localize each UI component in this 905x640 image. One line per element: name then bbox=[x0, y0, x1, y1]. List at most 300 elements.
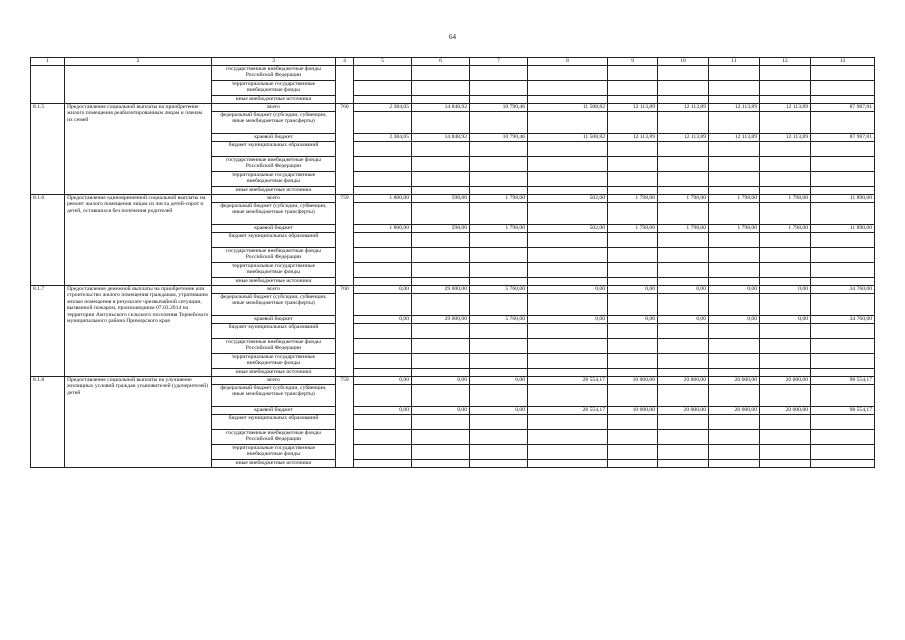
empty-cell bbox=[470, 385, 528, 407]
empty-cell bbox=[412, 248, 470, 263]
empty-cell bbox=[760, 339, 811, 354]
value-cell: 98 554,17 bbox=[811, 407, 875, 415]
source-label: федеральный бюджет (субсидии, субвенции, иные межбюджетные трансферты) bbox=[212, 203, 336, 225]
empty-cell bbox=[470, 172, 528, 187]
empty-cell bbox=[412, 233, 470, 248]
empty-cell bbox=[470, 294, 528, 316]
empty-cell bbox=[608, 278, 658, 286]
empty-cell bbox=[608, 339, 658, 354]
empty-cell bbox=[811, 385, 875, 407]
value-cell: 0,00 bbox=[608, 286, 658, 294]
empty-cell bbox=[470, 339, 528, 354]
empty-cell bbox=[760, 460, 811, 468]
empty-cell bbox=[658, 142, 709, 157]
table-row bbox=[31, 104, 875, 112]
empty-cell bbox=[528, 339, 608, 354]
source-label: бюджет муниципальных образований bbox=[212, 324, 336, 339]
value-cell: 1 798,00 bbox=[470, 195, 528, 203]
empty-cell bbox=[811, 233, 875, 248]
empty-cell bbox=[709, 263, 760, 278]
empty-cell bbox=[470, 112, 528, 134]
empty-cell bbox=[658, 415, 709, 430]
empty-cell bbox=[354, 339, 412, 354]
empty-cell bbox=[412, 263, 470, 278]
empty-cell bbox=[608, 324, 658, 339]
value-cell: 0,00 bbox=[354, 377, 412, 385]
source-label: иные внебюджетные источники bbox=[212, 96, 336, 104]
empty-cell bbox=[354, 324, 412, 339]
empty-cell bbox=[811, 415, 875, 430]
empty-cell bbox=[608, 203, 658, 225]
empty-cell bbox=[412, 460, 470, 468]
empty-cell bbox=[658, 233, 709, 248]
empty-cell bbox=[470, 369, 528, 377]
empty-cell bbox=[760, 233, 811, 248]
name-cell bbox=[65, 66, 212, 104]
empty-cell bbox=[412, 430, 470, 445]
value-cell: 5 760,00 bbox=[470, 316, 528, 324]
value-cell: 12 113,89 bbox=[658, 104, 709, 112]
column-number: 5 bbox=[354, 58, 412, 66]
value-cell: 598,00 bbox=[412, 195, 470, 203]
value-cell: 502,00 bbox=[528, 195, 608, 203]
empty-cell bbox=[658, 354, 709, 369]
source-label: территориальные государственные внебюджетные фонды bbox=[212, 263, 336, 278]
empty-cell bbox=[470, 415, 528, 430]
value-cell: 34 760,00 bbox=[811, 286, 875, 294]
name-cell: Предоставление социальной выплаты на улучшение жилищных условий граждан усыновителей (удочерителей) детей bbox=[65, 377, 212, 468]
source-label: иные внебюджетные источники bbox=[212, 460, 336, 468]
code-cell: 8.1.8 bbox=[31, 377, 65, 468]
empty-cell bbox=[709, 157, 760, 172]
empty-cell bbox=[354, 278, 412, 286]
column-number: 2 bbox=[65, 58, 212, 66]
table-row bbox=[31, 195, 875, 203]
value-cell: 502,00 bbox=[528, 225, 608, 233]
value-cell: 0,00 bbox=[528, 316, 608, 324]
empty-cell bbox=[811, 460, 875, 468]
value-cell: 12 113,89 bbox=[709, 134, 760, 142]
value-cell: 20 000,00 bbox=[760, 377, 811, 385]
empty-cell bbox=[608, 157, 658, 172]
empty-cell bbox=[412, 187, 470, 195]
empty-cell bbox=[709, 354, 760, 369]
empty-cell bbox=[658, 248, 709, 263]
empty-cell bbox=[528, 354, 608, 369]
column-number: 3 bbox=[212, 58, 336, 66]
empty-cell bbox=[470, 263, 528, 278]
empty-cell bbox=[354, 354, 412, 369]
empty-cell bbox=[354, 430, 412, 445]
empty-cell bbox=[760, 278, 811, 286]
empty-cell bbox=[608, 430, 658, 445]
empty-cell bbox=[811, 263, 875, 278]
empty-cell bbox=[470, 248, 528, 263]
value-cell: 10 790,46 bbox=[470, 104, 528, 112]
empty-cell bbox=[709, 248, 760, 263]
value-cell: 11 508,82 bbox=[528, 104, 608, 112]
table-row bbox=[31, 286, 875, 294]
value-cell: 2 384,05 bbox=[354, 134, 412, 142]
value-cell: 28 554,17 bbox=[528, 377, 608, 385]
column-number: 1 bbox=[31, 58, 65, 66]
empty-cell bbox=[470, 142, 528, 157]
col4-cell: 760 bbox=[336, 104, 354, 195]
empty-cell bbox=[811, 430, 875, 445]
value-cell: 20 000,00 bbox=[709, 377, 760, 385]
empty-cell bbox=[760, 445, 811, 460]
column-number: 10 bbox=[658, 58, 709, 66]
empty-cell bbox=[354, 369, 412, 377]
empty-cell bbox=[709, 233, 760, 248]
source-label: бюджет муниципальных образований bbox=[212, 415, 336, 430]
value-cell: 12 113,89 bbox=[709, 104, 760, 112]
value-cell: 11 890,00 bbox=[811, 195, 875, 203]
column-number: 8 bbox=[528, 58, 608, 66]
empty-cell bbox=[709, 385, 760, 407]
empty-cell bbox=[658, 294, 709, 316]
source-label: бюджет муниципальных образований bbox=[212, 142, 336, 157]
empty-cell bbox=[760, 294, 811, 316]
source-label: краевой бюджет bbox=[212, 225, 336, 233]
empty-cell bbox=[528, 385, 608, 407]
value-cell: 12 113,89 bbox=[658, 134, 709, 142]
column-number: 11 bbox=[709, 58, 760, 66]
col4-cell bbox=[336, 66, 354, 104]
empty-cell bbox=[760, 157, 811, 172]
source-label: федеральный бюджет (субсидии, субвенции, иные межбюджетные трансферты) bbox=[212, 112, 336, 134]
empty-cell bbox=[528, 445, 608, 460]
empty-cell bbox=[709, 142, 760, 157]
empty-cell bbox=[412, 445, 470, 460]
value-cell: 1 798,00 bbox=[709, 225, 760, 233]
source-label: всего bbox=[212, 377, 336, 385]
empty-cell bbox=[354, 294, 412, 316]
source-label: территориальные государственные внебюджетные фонды bbox=[212, 354, 336, 369]
value-cell: 1 798,00 bbox=[470, 225, 528, 233]
empty-cell bbox=[658, 157, 709, 172]
empty-cell bbox=[608, 445, 658, 460]
name-cell: Предоставление денежной выплаты на приобретение или строительство жилого помещения гражданам, утратившим жилые помещения в результате чрезвычайной ситуации, вызванной пожаром, произошедшим 07.03.2014 на территории Амгуньского сельского поселения Тернейского муниципального района Приморского края bbox=[65, 286, 212, 377]
empty-cell bbox=[528, 415, 608, 430]
value-cell: 0,00 bbox=[354, 286, 412, 294]
source-label: всего bbox=[212, 286, 336, 294]
empty-cell bbox=[811, 112, 875, 134]
budget-table bbox=[30, 57, 875, 468]
empty-cell bbox=[412, 142, 470, 157]
source-label: бюджет муниципальных образований bbox=[212, 233, 336, 248]
empty-cell bbox=[658, 445, 709, 460]
value-cell: 11 508,82 bbox=[528, 134, 608, 142]
source-label: федеральный бюджет (субсидии, субвенции, иные межбюджетные трансферты) bbox=[212, 385, 336, 407]
value-cell: 5 760,00 bbox=[470, 286, 528, 294]
empty-cell bbox=[354, 415, 412, 430]
empty-cell bbox=[811, 445, 875, 460]
empty-cell bbox=[354, 248, 412, 263]
empty-cell bbox=[528, 278, 608, 286]
empty-cell bbox=[608, 248, 658, 263]
empty-cell bbox=[760, 430, 811, 445]
col4-cell: 760 bbox=[336, 286, 354, 377]
empty-cell bbox=[470, 157, 528, 172]
source-label: федеральный бюджет (субсидии, субвенции, иные межбюджетные трансферты) bbox=[212, 294, 336, 316]
empty-cell bbox=[709, 415, 760, 430]
value-cell: 10 790,46 bbox=[470, 134, 528, 142]
empty-cell bbox=[412, 157, 470, 172]
empty-cell bbox=[528, 324, 608, 339]
empty-cell bbox=[608, 385, 658, 407]
value-cell: 12 113,89 bbox=[760, 104, 811, 112]
table-row bbox=[31, 377, 875, 385]
value-cell: 14 848,92 bbox=[412, 134, 470, 142]
empty-cell bbox=[608, 354, 658, 369]
empty-cell bbox=[760, 263, 811, 278]
empty-cell bbox=[412, 354, 470, 369]
empty-cell bbox=[354, 460, 412, 468]
value-cell: 0,00 bbox=[528, 286, 608, 294]
value-cell: 14 848,92 bbox=[412, 104, 470, 112]
value-cell: 87 987,81 bbox=[811, 104, 875, 112]
value-cell: 29 000,00 bbox=[412, 316, 470, 324]
value-cell: 1 798,00 bbox=[760, 195, 811, 203]
value-cell: 29 000,00 bbox=[412, 286, 470, 294]
empty-cell bbox=[608, 142, 658, 157]
empty-cell bbox=[658, 385, 709, 407]
value-cell: 0,00 bbox=[470, 377, 528, 385]
empty-cell bbox=[760, 203, 811, 225]
value-cell: 12 113,89 bbox=[608, 104, 658, 112]
empty-cell bbox=[528, 248, 608, 263]
empty-cell bbox=[709, 430, 760, 445]
empty-cell bbox=[811, 354, 875, 369]
empty-cell bbox=[658, 263, 709, 278]
empty-cell bbox=[760, 324, 811, 339]
empty-cell bbox=[412, 415, 470, 430]
empty-cell bbox=[412, 324, 470, 339]
empty-cell bbox=[658, 339, 709, 354]
value-cell: 1 798,00 bbox=[658, 225, 709, 233]
empty-cell bbox=[528, 203, 608, 225]
empty-cell bbox=[528, 172, 608, 187]
empty-cell bbox=[658, 369, 709, 377]
source-label: всего bbox=[212, 104, 336, 112]
empty-cell bbox=[354, 385, 412, 407]
value-cell: 20 000,00 bbox=[760, 407, 811, 415]
code-cell: 8.1.6 bbox=[31, 195, 65, 286]
empty-cell bbox=[811, 203, 875, 225]
col4-cell: 759 bbox=[336, 195, 354, 286]
empty-cell bbox=[354, 203, 412, 225]
empty-cell bbox=[470, 430, 528, 445]
empty-cell bbox=[412, 294, 470, 316]
empty-cell bbox=[354, 172, 412, 187]
empty-cell bbox=[709, 339, 760, 354]
empty-cell bbox=[608, 369, 658, 377]
empty-cell bbox=[608, 187, 658, 195]
empty-cell bbox=[658, 460, 709, 468]
value-cell: 12 113,89 bbox=[608, 134, 658, 142]
empty-cell bbox=[528, 157, 608, 172]
empty-cell bbox=[470, 233, 528, 248]
name-cell: Предоставление единовременной социальной выплаты на ремонт жилого помещения лицам из числа детей-сирот и детей, оставшихся без попечения родителей bbox=[65, 195, 212, 286]
empty-cell bbox=[709, 187, 760, 195]
value-cell: 0,00 bbox=[709, 316, 760, 324]
source-label: территориальные государственные внебюджетные фонды bbox=[212, 172, 336, 187]
source-label: государственные внебюджетные фонды Российской Федерации bbox=[212, 339, 336, 354]
value-cell: 0,00 bbox=[658, 316, 709, 324]
value-cell: 1 798,00 bbox=[760, 225, 811, 233]
empty-cell bbox=[760, 142, 811, 157]
empty-cell bbox=[470, 203, 528, 225]
source-label: государственные внебюджетные фонды Российской Федерации bbox=[212, 248, 336, 263]
empty-cell bbox=[412, 203, 470, 225]
empty-cell bbox=[354, 445, 412, 460]
empty-cell bbox=[412, 339, 470, 354]
empty-cell bbox=[608, 172, 658, 187]
empty-cell bbox=[760, 415, 811, 430]
empty-cell bbox=[608, 415, 658, 430]
empty-cell bbox=[608, 294, 658, 316]
value-cell: 0,00 bbox=[354, 407, 412, 415]
value-cell: 0,00 bbox=[354, 316, 412, 324]
empty-cell bbox=[470, 187, 528, 195]
value-cell: 0,00 bbox=[470, 407, 528, 415]
source-label: краевой бюджет bbox=[212, 134, 336, 142]
empty-cell bbox=[658, 278, 709, 286]
empty-cell bbox=[709, 172, 760, 187]
value-cell: 12 113,89 bbox=[760, 134, 811, 142]
value-cell: 0,00 bbox=[658, 286, 709, 294]
empty-cell bbox=[528, 112, 608, 134]
value-cell: 0,00 bbox=[608, 316, 658, 324]
column-number: 9 bbox=[608, 58, 658, 66]
source-label: иные внебюджетные источники bbox=[212, 369, 336, 377]
value-cell: 20 000,00 bbox=[658, 407, 709, 415]
empty-cell bbox=[760, 354, 811, 369]
page-number: 64 bbox=[449, 33, 456, 41]
empty-cell bbox=[354, 263, 412, 278]
empty-cell bbox=[412, 369, 470, 377]
empty-cell bbox=[811, 142, 875, 157]
value-cell: 1 798,00 bbox=[709, 195, 760, 203]
column-number: 6 bbox=[412, 58, 470, 66]
value-cell: 0,00 bbox=[760, 286, 811, 294]
empty-cell bbox=[608, 460, 658, 468]
empty-cell bbox=[811, 172, 875, 187]
empty-cell bbox=[658, 112, 709, 134]
value-cell: 28 554,17 bbox=[528, 407, 608, 415]
empty-cell bbox=[354, 112, 412, 134]
empty-cell bbox=[811, 339, 875, 354]
empty-cell bbox=[528, 294, 608, 316]
empty-cell bbox=[658, 324, 709, 339]
empty-cell bbox=[412, 278, 470, 286]
value-cell: 10 000,00 bbox=[608, 407, 658, 415]
empty-cell bbox=[658, 430, 709, 445]
value-cell: 1 800,00 bbox=[354, 225, 412, 233]
value-cell: 598,00 bbox=[412, 225, 470, 233]
empty-cell bbox=[709, 369, 760, 377]
column-number: 4 bbox=[336, 58, 354, 66]
empty-cell bbox=[709, 278, 760, 286]
name-cell: Предоставление социальной выплаты на приобретение жилого помещения реабилитированным лицам и членам их семей bbox=[65, 104, 212, 195]
empty-cell bbox=[760, 248, 811, 263]
empty-cell bbox=[412, 385, 470, 407]
empty-cell bbox=[811, 187, 875, 195]
code-cell: 8.1.5 bbox=[31, 104, 65, 195]
source-label: краевой бюджет bbox=[212, 407, 336, 415]
source-label: всего bbox=[212, 195, 336, 203]
code-cell: 8.1.7 bbox=[31, 286, 65, 377]
value-cell: 20 000,00 bbox=[709, 407, 760, 415]
empty-cell bbox=[528, 460, 608, 468]
empty-cell bbox=[658, 187, 709, 195]
empty-cell bbox=[412, 112, 470, 134]
empty-cell bbox=[470, 354, 528, 369]
empty-cell bbox=[709, 203, 760, 225]
empty-cell bbox=[658, 172, 709, 187]
empty-cell bbox=[354, 157, 412, 172]
empty-cell bbox=[760, 385, 811, 407]
empty-cell bbox=[760, 369, 811, 377]
empty-cell bbox=[811, 324, 875, 339]
empty-cell bbox=[528, 142, 608, 157]
value-cell: 1 798,00 bbox=[608, 225, 658, 233]
table-body bbox=[31, 66, 875, 468]
empty-cell bbox=[709, 294, 760, 316]
value-cell: 1 800,00 bbox=[354, 195, 412, 203]
value-cell: 2 384,05 bbox=[354, 104, 412, 112]
column-number: 13 bbox=[811, 58, 875, 66]
value-cell: 1 798,00 bbox=[658, 195, 709, 203]
column-number-row bbox=[31, 58, 875, 66]
empty-cell bbox=[354, 142, 412, 157]
empty-cell bbox=[354, 233, 412, 248]
empty-cell bbox=[811, 248, 875, 263]
source-label: территориальные государственные внебюджетные фонды bbox=[212, 445, 336, 460]
empty-cell bbox=[470, 460, 528, 468]
empty-cell bbox=[811, 369, 875, 377]
value-cell: 0,00 bbox=[412, 407, 470, 415]
source-label: краевой бюджет bbox=[212, 316, 336, 324]
empty-cell bbox=[470, 278, 528, 286]
col4-cell: 759 bbox=[336, 377, 354, 468]
empty-cell bbox=[528, 430, 608, 445]
code-cell bbox=[31, 66, 65, 104]
empty-cell bbox=[608, 112, 658, 134]
column-number: 7 bbox=[470, 58, 528, 66]
empty-cell bbox=[709, 445, 760, 460]
empty-cell bbox=[709, 324, 760, 339]
empty-cell bbox=[608, 233, 658, 248]
source-label: государственные внебюджетные фонды Российской Федерации bbox=[212, 66, 336, 81]
empty-cell bbox=[811, 278, 875, 286]
empty-cell bbox=[811, 294, 875, 316]
value-cell: 1 798,00 bbox=[608, 195, 658, 203]
source-label: государственные внебюджетные фонды Российской Федерации bbox=[212, 430, 336, 445]
empty-cell bbox=[760, 112, 811, 134]
empty-cell bbox=[760, 172, 811, 187]
value-cell: 0,00 bbox=[412, 377, 470, 385]
empty-cell bbox=[528, 263, 608, 278]
empty-cell bbox=[608, 263, 658, 278]
source-label: иные внебюджетные источники bbox=[212, 187, 336, 195]
empty-cell bbox=[470, 324, 528, 339]
source-label: государственные внебюджетные фонды Российской Федерации bbox=[212, 157, 336, 172]
empty-cell bbox=[760, 187, 811, 195]
value-cell: 20 000,00 bbox=[658, 377, 709, 385]
empty-cell bbox=[528, 369, 608, 377]
